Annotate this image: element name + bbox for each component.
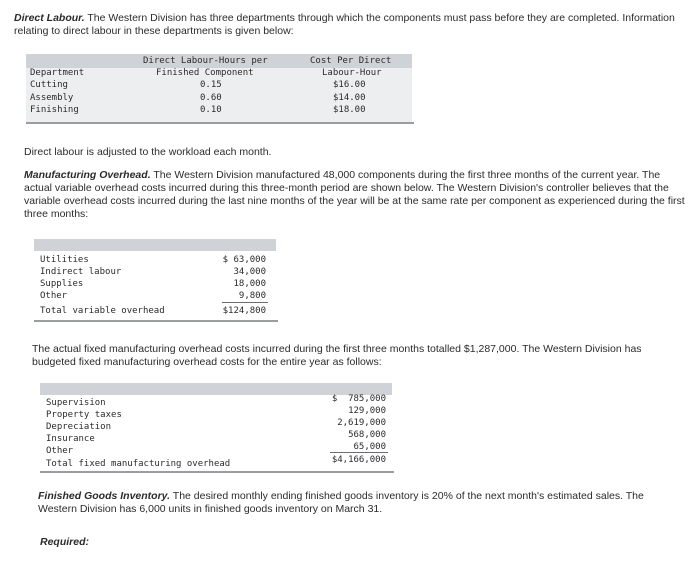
row-value: 568,000 xyxy=(348,430,386,440)
row-label: Supplies xyxy=(40,279,84,289)
row-value: $ 63,000 xyxy=(222,255,266,265)
row-label: Other xyxy=(46,446,74,456)
moh-text: The Western Division manufactured 48,000 components during the first three months of the current year. The actual variable overhead costs incurred during this three-month period are shown below. The Western Division's controller believes that the variable overhead costs incurred during the last nine months of the year will be at the same rate per component as experienced during the first three months: xyxy=(24,169,685,220)
row-value: 65,000 xyxy=(353,442,386,452)
total-value: $124,800 xyxy=(222,306,266,316)
col-header-hours-1: Direct Labour-Hours per xyxy=(143,56,268,66)
total-label: Total fixed manufacturing overhead xyxy=(46,459,231,469)
table-bottom-rule xyxy=(34,320,278,322)
row-cost: $14.00 xyxy=(333,93,366,103)
row-value: 34,000 xyxy=(233,267,266,277)
col-header-hours-2: Finished Component xyxy=(156,68,254,78)
direct-labour-heading: Direct Labour. xyxy=(14,12,85,24)
finished-goods-text: The desired monthly ending finished goods inventory is 20% of the next month's estimated sales. The Western Division has 6,000 units in finished goods inventory on March 31. xyxy=(38,490,644,515)
col-header-cost-1: Cost Per Direct xyxy=(310,56,392,66)
row-hours: 0.15 xyxy=(200,80,222,90)
row-label: Indirect labour xyxy=(40,267,122,277)
row-cost: $18.00 xyxy=(333,105,366,115)
row-value: 2,619,000 xyxy=(337,418,386,428)
table-bottom-rule xyxy=(40,471,394,473)
finished-goods-heading: Finished Goods Inventory. xyxy=(38,490,171,502)
row-label: Depreciation xyxy=(46,422,112,432)
col-header-cost-2: Labour-Hour xyxy=(322,68,382,78)
row-label: Other xyxy=(40,291,68,301)
col-header-department: Department xyxy=(30,68,85,78)
fixed-overhead-paragraph: The actual fixed manufacturing overhead costs incurred during the first three months totalled $1,287,000. The Western Division has budgeted fixed manufacturing overhead costs for the entire year as follows: xyxy=(32,343,642,368)
direct-labour-paragraph xyxy=(14,12,690,38)
row-label: Property taxes xyxy=(46,410,122,420)
row-hours: 0.60 xyxy=(200,93,222,103)
row-label: Insurance xyxy=(46,434,95,444)
row-cost: $16.00 xyxy=(333,80,366,90)
row-label: Utilities xyxy=(40,255,89,265)
total-label: Total variable overhead xyxy=(40,306,165,316)
row-department: Assembly xyxy=(30,93,74,103)
moh-heading: Manufacturing Overhead. xyxy=(24,169,151,181)
required-label: Required: xyxy=(40,536,90,548)
row-value: $ 785,000 xyxy=(331,394,386,404)
row-department: Finishing xyxy=(30,105,79,115)
row-label: Supervision xyxy=(46,398,106,408)
row-value: 129,000 xyxy=(348,406,386,416)
manufacturing-overhead-paragraph xyxy=(24,169,690,221)
finished-goods-paragraph xyxy=(38,490,678,516)
row-department: Cutting xyxy=(30,80,68,90)
row-value: 18,000 xyxy=(233,279,266,289)
row-value: 9,800 xyxy=(238,291,266,301)
direct-labour-note: Direct labour is adjusted to the workload each month. xyxy=(24,146,272,158)
table-header-band xyxy=(34,239,276,251)
table-bottom-rule xyxy=(26,122,414,124)
row-hours: 0.10 xyxy=(200,105,222,115)
direct-labour-text: The Western Division has three departments through which the components must pass before they are completed. Information relating to direct labour in these departments is given below: xyxy=(14,12,675,37)
total-value: $4,166,000 xyxy=(331,455,386,465)
